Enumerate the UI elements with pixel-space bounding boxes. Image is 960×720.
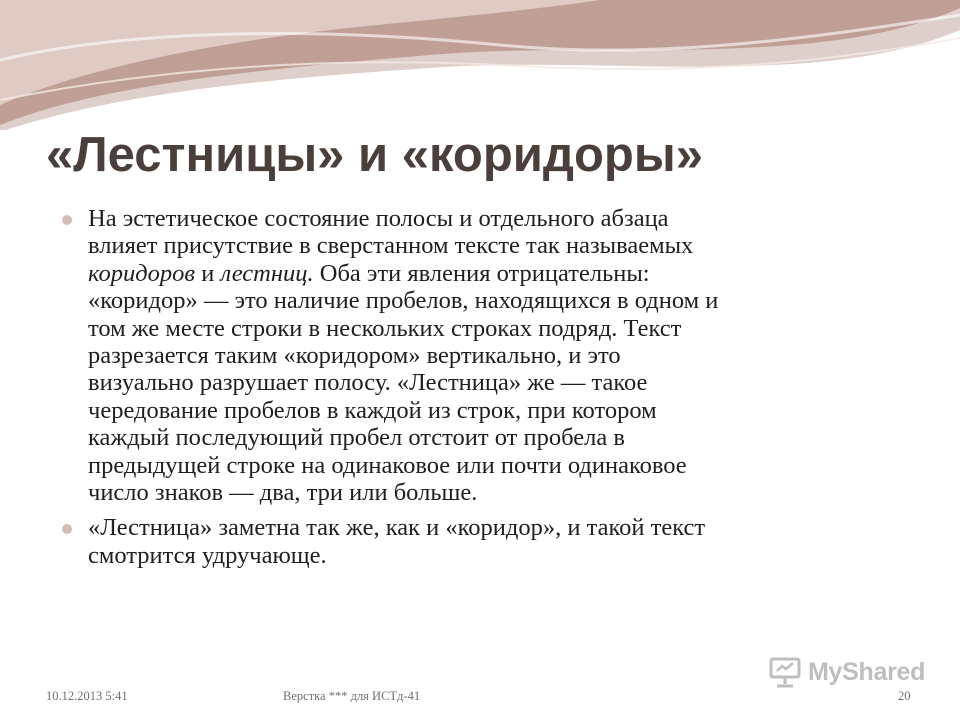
header-wave-decoration	[0, 0, 960, 130]
italic-term-ladders: лестниц.	[220, 259, 314, 287]
bullet-text	[88, 205, 912, 506]
slide-title: «Лестницы» и «коридоры»	[46, 128, 703, 182]
text-segment: Оба эти явления отрицательны: «коридор» — это наличие пробелов, находящихся в одном и том же месте строки в нескольких строках подряд. Текст разрезается таким «коридором» вертикально, и это визуально разрушает полосу. «Лестница» же — такое чередование пробелов в каждой из строк, при котором каждый последующий пробел отстоит от пробела в предыдущей строке на одинаковое или почти одинаковое число знаков — два, три или больше.	[88, 259, 719, 507]
italic-term-corridors: коридоров	[88, 259, 196, 287]
watermark-text: MyShared	[808, 657, 926, 686]
text-segment: «Лестница» заметна так же, как и «коридор», и такой текст смотрится удручающе.	[88, 514, 706, 569]
bullet-item	[62, 205, 912, 506]
text-segment: и	[195, 259, 221, 287]
footer-date: 10.12.2013 5:41	[46, 689, 128, 703]
bullet-list	[62, 205, 912, 577]
presentation-board-icon	[768, 656, 802, 688]
footer-course-label: Верстка *** для ИСТд-41	[283, 689, 421, 703]
watermark-logo	[768, 655, 925, 689]
bullet-dot-icon	[62, 215, 72, 225]
bullet-dot-icon	[62, 524, 72, 534]
bullet-text	[88, 514, 912, 569]
bullet-item	[62, 514, 912, 569]
text-segment: На эстетическое состояние полосы и отдельного абзаца влияет присутствие в сверстанном тексте так называемых	[88, 205, 694, 260]
footer-page-number: 20	[898, 689, 911, 703]
